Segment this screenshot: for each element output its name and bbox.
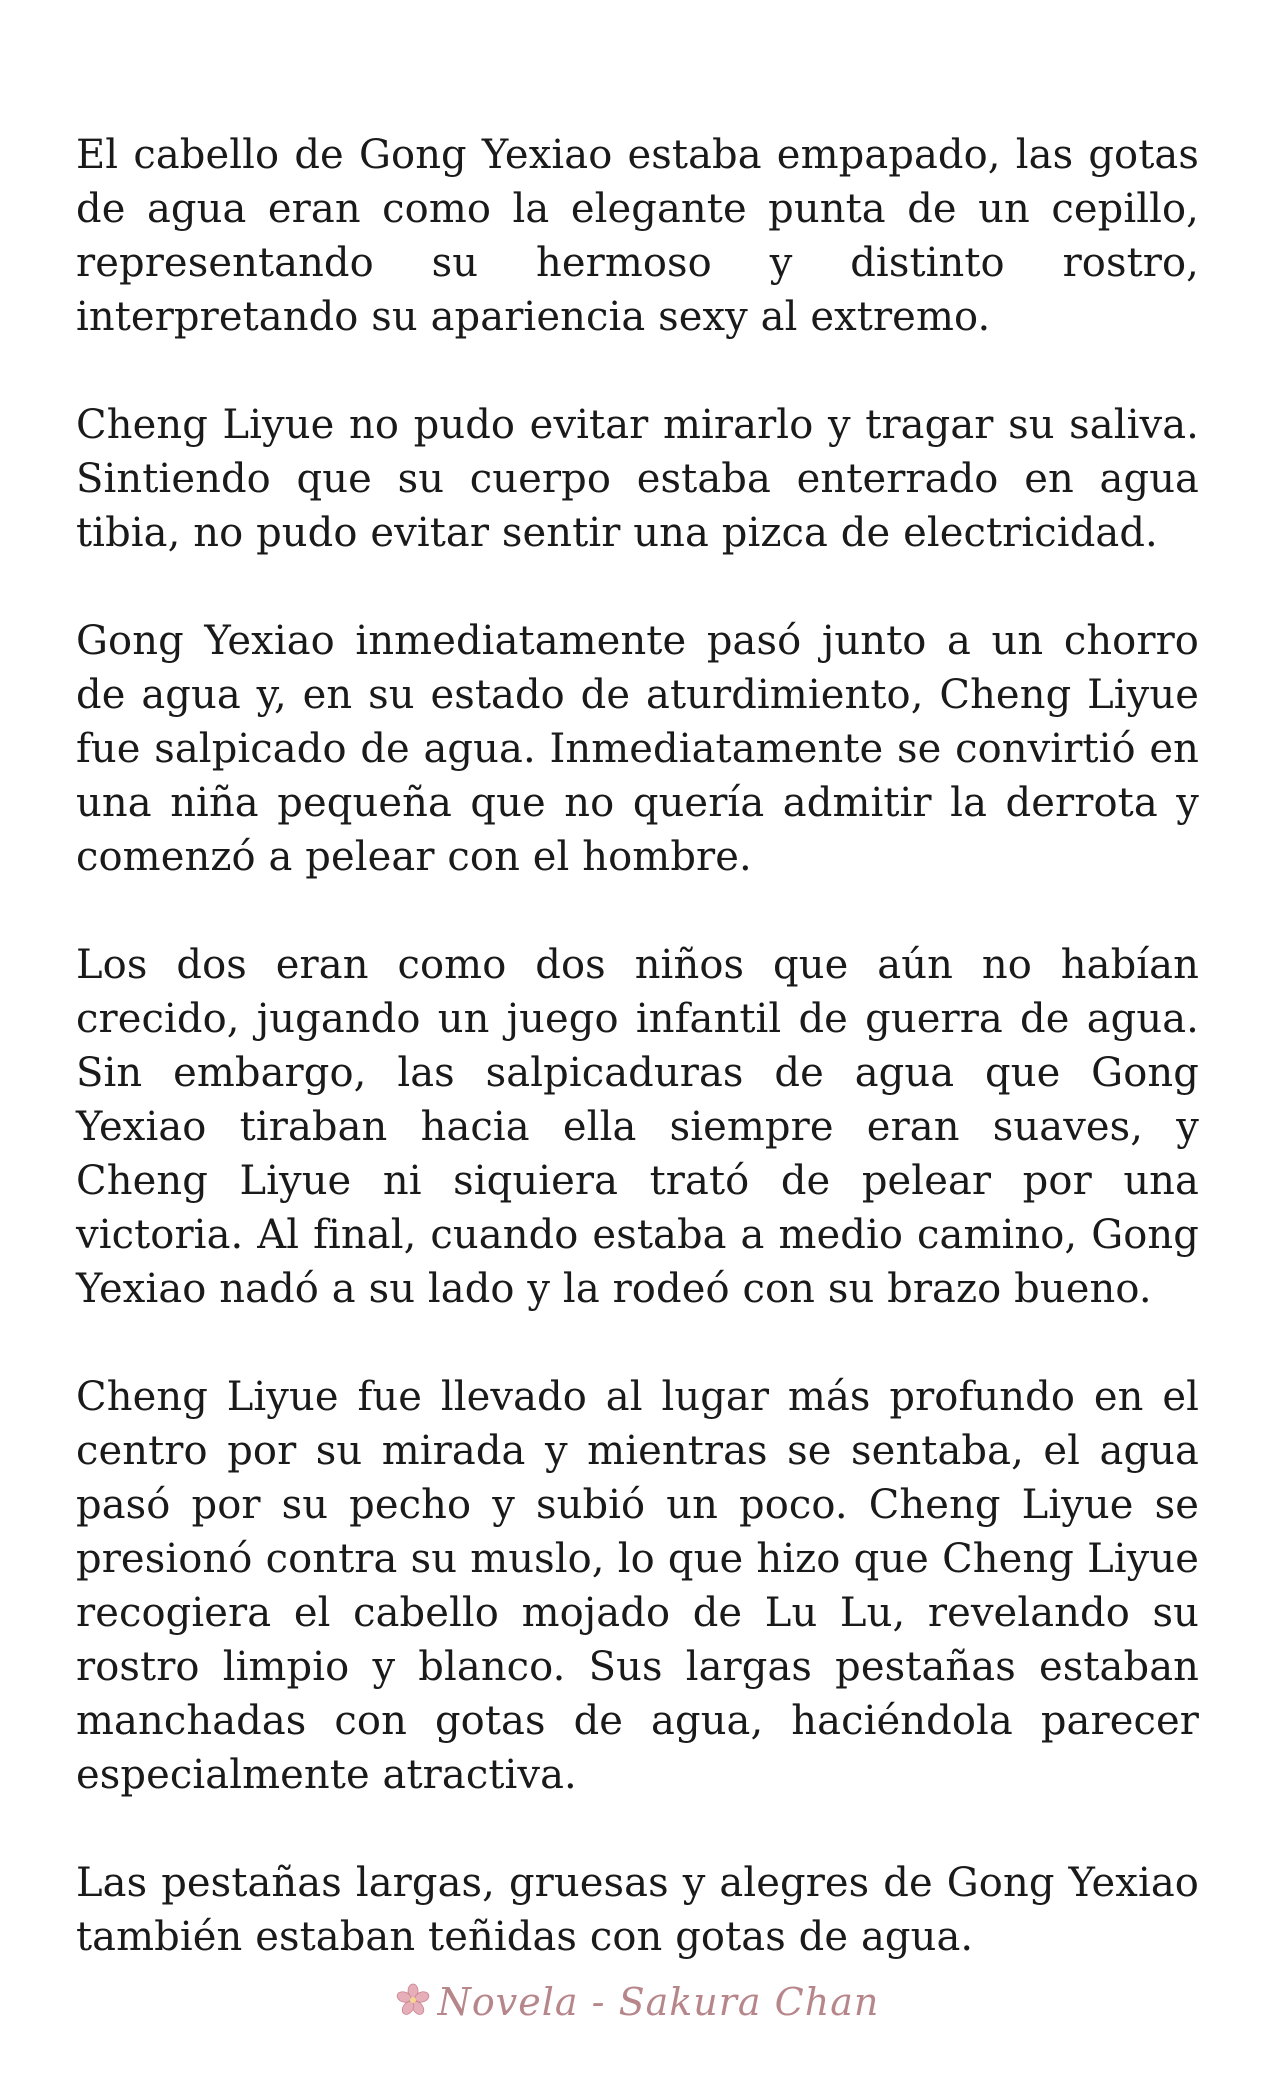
paragraph-5: Cheng Liyue fue llevado al lugar más profundo en el centro por su mirada y mientras se sentaba, el agua pasó por su pecho y subió un poco. Cheng Liyue se presionó contra su muslo, lo que hizo que Cheng Liyue recogiera el cabello mojado de Lu Lu, revelando su rostro limpio y blanco. Sus largas pestañas estaban manchadas con gotas de agua, haciéndola parecer especialmente atractiva. (76, 1374, 1199, 1798)
document-body (76, 128, 1199, 2018)
sakura-flower-icon (396, 1983, 430, 2021)
paragraph-4: Los dos eran como dos niños que aún no habían crecido, jugando un juego infantil de guerra de agua. Sin embargo, las salpicaduras de agua que Gong Yexiao tiraban hacia ella siempre eran suaves, y Cheng Liyue ni siquiera trató de pelear por una victoria. Al final, cuando estaba a medio camino, Gong Yexiao nadó a su lado y la rodeó con su brazo bueno. (76, 942, 1199, 1312)
paragraph-2: Cheng Liyue no pudo evitar mirarlo y tragar su saliva. Sintiendo que su cuerpo estaba enterrado en agua tibia, no pudo evitar sentir una pizca de electricidad. (76, 402, 1199, 556)
paragraph-6: Las pestañas largas, gruesas y alegres de Gong Yexiao también estaban teñidas con gotas de agua. (76, 1860, 1199, 1960)
paragraph-3: Gong Yexiao inmediatamente pasó junto a un chorro de agua y, en su estado de aturdimiento, Cheng Liyue fue salpicado de agua. Inmediatamente se convirtió en una niña pequeña que no quería admitir la derrota y comenzó a pelear con el hombre. (76, 618, 1199, 880)
footer-watermark (0, 1980, 1275, 2024)
paragraph-1: El cabello de Gong Yexiao estaba empapado, las gotas de agua eran como la elegante punta de un cepillo, representando su hermoso y distinto rostro, interpretando su apariencia sexy al extremo. (76, 132, 1199, 340)
footer-brand-text: Novela - Sakura Chan (437, 1980, 880, 2024)
